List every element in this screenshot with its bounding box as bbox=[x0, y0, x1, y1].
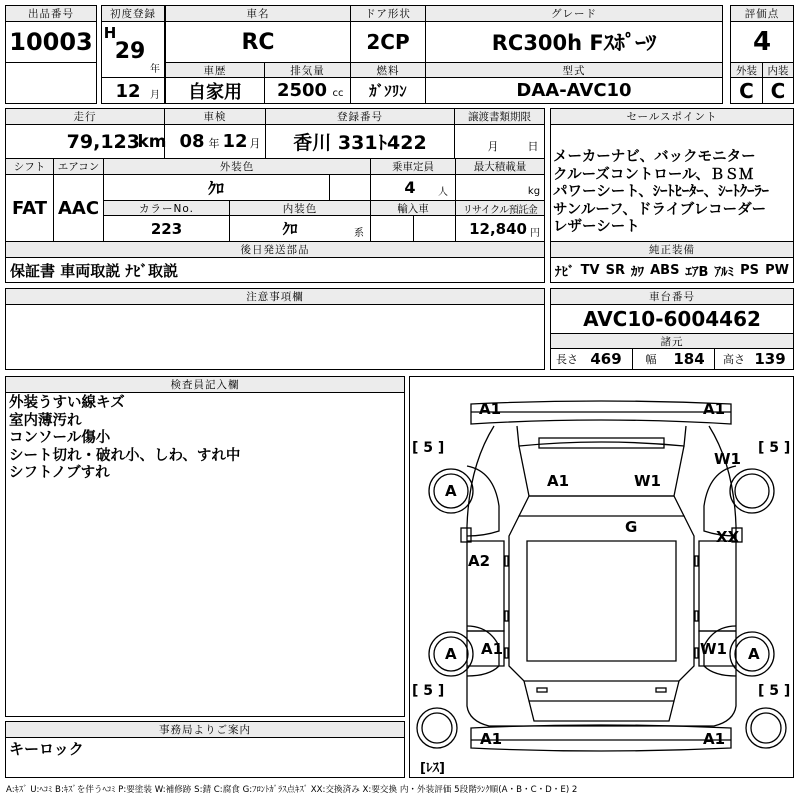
mark-hood-right: W1 bbox=[634, 472, 661, 490]
specs-divider-2 bbox=[714, 348, 715, 370]
score-int-value: C bbox=[770, 78, 786, 103]
fuel-value: ｶﾞｿﾘﾝ bbox=[369, 82, 407, 100]
specs-label: 諸元 bbox=[550, 333, 794, 349]
score-ext-value: C bbox=[739, 78, 754, 103]
car-name-label: 車名 bbox=[165, 5, 351, 22]
model-value: DAA-AVC10 bbox=[516, 80, 632, 101]
score-ext-label: 外装 bbox=[730, 62, 763, 78]
notes-box bbox=[5, 304, 545, 370]
aircon-label: エアコン bbox=[53, 158, 104, 175]
equipment-item: ABS bbox=[650, 262, 680, 278]
recycle-label: リサイクル預託金 bbox=[455, 200, 545, 216]
shift-value: FAT bbox=[11, 197, 48, 219]
inspector-item: シート切れ・破れ小、しわ、すれ中 bbox=[9, 447, 241, 464]
inspector-item: シフトノブすれ bbox=[9, 465, 110, 481]
transfer-label: 譲渡書類期限 bbox=[454, 108, 545, 125]
inspection-month-unit: 月 bbox=[249, 137, 261, 150]
mark-rear-left-quarter: A1 bbox=[481, 640, 504, 658]
registration-value: 香川 331ﾄ422 bbox=[293, 132, 427, 154]
later-parts-label: 後日発送部品 bbox=[5, 241, 545, 258]
max-load-label: 最大積載量 bbox=[455, 158, 545, 175]
color-no-label: カラーNo. bbox=[103, 200, 230, 216]
office-label: 事務局よりご案内 bbox=[5, 721, 405, 738]
history-label: 車歴 bbox=[165, 62, 265, 78]
sales-point-item: クルーズコントロール、ＢＳＭ bbox=[553, 166, 754, 183]
lot-number: 10003 bbox=[9, 28, 93, 56]
first-reg-month-unit: 月 bbox=[150, 89, 160, 101]
score-value: 4 bbox=[752, 27, 772, 57]
equipment-item: PW bbox=[765, 262, 789, 278]
inspection-year-unit: 年 bbox=[208, 137, 220, 150]
inspector-item: コンソール傷小 bbox=[9, 430, 111, 446]
spare-tire-label: [ﾚｽ] bbox=[420, 761, 445, 776]
chassis-value: AVC10-6004462 bbox=[583, 307, 761, 331]
mark-front-right-fender: W1 bbox=[714, 450, 741, 468]
int-color-suffix: 系 bbox=[354, 227, 364, 239]
first-reg-divider bbox=[101, 77, 165, 78]
tire-rear-right-mark: A bbox=[748, 645, 760, 663]
equipment-item: TV bbox=[580, 262, 600, 278]
equipment-list bbox=[552, 257, 792, 283]
recycle-unit: 円 bbox=[530, 227, 540, 239]
grade-label: グレード bbox=[425, 5, 723, 22]
inspector-label: 検査員記入欄 bbox=[5, 376, 405, 393]
door-value: 2CP bbox=[366, 30, 410, 54]
mileage-unit: km bbox=[137, 131, 167, 152]
lot-lower-box bbox=[5, 62, 97, 104]
grade-value: RC300h Fｽﾎﾟｰﾂ bbox=[491, 31, 657, 55]
import-label: 輸入車 bbox=[370, 200, 456, 216]
legend: A:ｷｽﾞ U:ﾍｺﾐ B:ｷｽﾞを伴うﾍｺﾐ P:要塗装 W:補修跡 S:錆 C:腐食 G:ﾌﾛﾝﾄｶﾞﾗｽ点ｷｽﾞ XX:交換済み X:要交換 内・外装評価 5段階ﾗﾝｸ順(A・B・C・D・E) 2 bbox=[6, 785, 578, 795]
later-parts-value: 保証書 車両取説 ﾅﾋﾞ取説 bbox=[10, 261, 178, 280]
door-label: ドア形状 bbox=[350, 5, 426, 22]
fuel-label: 燃料 bbox=[350, 62, 426, 78]
inspection-month: 12 bbox=[222, 131, 248, 152]
tire-rear-left-mark: A bbox=[445, 645, 457, 663]
first-reg-label: 初度登録 bbox=[101, 5, 165, 22]
sales-point-item: サンルーフ、ドライブレコーダー bbox=[553, 201, 767, 218]
capacity-value: 4 bbox=[404, 178, 416, 197]
specs-width: 184 bbox=[673, 350, 705, 368]
sales-point-item: レザーシート bbox=[553, 219, 640, 235]
transfer-month-unit: 月 bbox=[487, 140, 499, 153]
mark-rear-right-quarter: W1 bbox=[700, 640, 727, 658]
recycle-value: 12,840 bbox=[469, 219, 527, 238]
inspector-item: 室内薄汚れ bbox=[9, 412, 82, 429]
sales-points-list bbox=[553, 149, 769, 237]
mark-front-left-corner: A1 bbox=[479, 400, 502, 418]
equipment-item: ﾅﾋﾞ bbox=[555, 264, 575, 280]
notes-label: 注意事項欄 bbox=[5, 288, 545, 305]
score-label: 評価点 bbox=[730, 5, 794, 22]
specs-length: 469 bbox=[590, 350, 622, 368]
mark-left-door: A2 bbox=[468, 552, 491, 570]
sales-points-label: セールスポイント bbox=[550, 108, 794, 125]
ext-color-label: 外装色 bbox=[103, 158, 371, 175]
equipment-item: ｴｱB bbox=[685, 264, 709, 280]
equipment-item: ｶﾜ bbox=[631, 264, 645, 280]
mark-rear-left-corner: A1 bbox=[480, 730, 503, 748]
mileage-label: 走行 bbox=[5, 108, 165, 125]
int-color-value: ｸﾛ bbox=[282, 220, 298, 238]
tread-rear-right: [ 5 ] bbox=[758, 683, 791, 699]
inspector-item: 外装うすい線キズ bbox=[9, 395, 125, 411]
tread-front-left: [ 5 ] bbox=[412, 440, 445, 456]
equipment-item: ｱﾙﾐ bbox=[714, 264, 735, 280]
lot-label: 出品番号 bbox=[5, 5, 97, 22]
capacity-unit: 人 bbox=[438, 186, 448, 198]
specs-width-label: 幅 bbox=[645, 353, 657, 366]
import-divider bbox=[413, 215, 414, 242]
displacement-label: 排気量 bbox=[264, 62, 351, 78]
int-color-label: 内装色 bbox=[229, 200, 371, 216]
equipment-item: SR bbox=[605, 262, 625, 278]
first-reg-era: H bbox=[103, 24, 117, 42]
car-name-value: RC bbox=[241, 29, 275, 55]
first-reg-month: 12 bbox=[115, 80, 141, 102]
car-diagram bbox=[409, 376, 794, 778]
displacement-unit: cc bbox=[332, 87, 344, 99]
equipment-item: PS bbox=[740, 262, 760, 278]
shift-label: シフト bbox=[5, 158, 54, 175]
registration-label: 登録番号 bbox=[265, 108, 455, 125]
specs-length-label: 長さ bbox=[556, 353, 578, 366]
color-no-value: 223 bbox=[150, 219, 183, 238]
max-load-unit: kg bbox=[527, 185, 541, 197]
equipment-label: 純正装備 bbox=[550, 241, 794, 258]
history-value: 自家用 bbox=[188, 81, 242, 103]
sales-point-item: パワーシート、ｼｰﾄﾋｰﾀｰ、ｼｰﾄｸｰﾗｰ bbox=[553, 184, 769, 200]
chassis-label: 車台番号 bbox=[550, 288, 794, 305]
sales-point-item: メーカーナビ、バックモニター bbox=[553, 149, 756, 165]
model-label: 型式 bbox=[425, 62, 723, 78]
mark-hood-left: A1 bbox=[547, 472, 570, 490]
tire-front-left-mark: A bbox=[445, 482, 457, 500]
specs-height-label: 高さ bbox=[723, 353, 745, 366]
transfer-day-unit: 日 bbox=[527, 140, 539, 153]
ext-color-value: ｸﾛ bbox=[207, 179, 224, 198]
ext-color-divider bbox=[329, 174, 330, 201]
first-reg-year-unit: 年 bbox=[150, 63, 160, 75]
inspector-list bbox=[9, 395, 240, 483]
aircon-value: AAC bbox=[57, 197, 100, 219]
mileage-value: 79,123 bbox=[66, 130, 140, 153]
office-value: キーロック bbox=[9, 739, 84, 758]
mark-right-door: XX bbox=[716, 528, 740, 546]
inspection-label: 車検 bbox=[164, 108, 266, 125]
score-int-label: 内装 bbox=[762, 62, 794, 78]
tread-front-right: [ 5 ] bbox=[758, 440, 791, 456]
specs-height: 139 bbox=[754, 350, 786, 368]
mark-front-right-corner: A1 bbox=[703, 400, 726, 418]
inspection-year: 08 bbox=[179, 131, 205, 152]
mark-roof: G bbox=[625, 518, 638, 536]
specs-divider-1 bbox=[632, 348, 633, 370]
displacement-value: 2500 bbox=[276, 80, 328, 101]
first-reg-year: 29 bbox=[114, 38, 146, 64]
capacity-label: 乗車定員 bbox=[370, 158, 456, 175]
mark-rear-right-corner: A1 bbox=[703, 730, 726, 748]
tread-rear-left: [ 5 ] bbox=[412, 683, 445, 699]
